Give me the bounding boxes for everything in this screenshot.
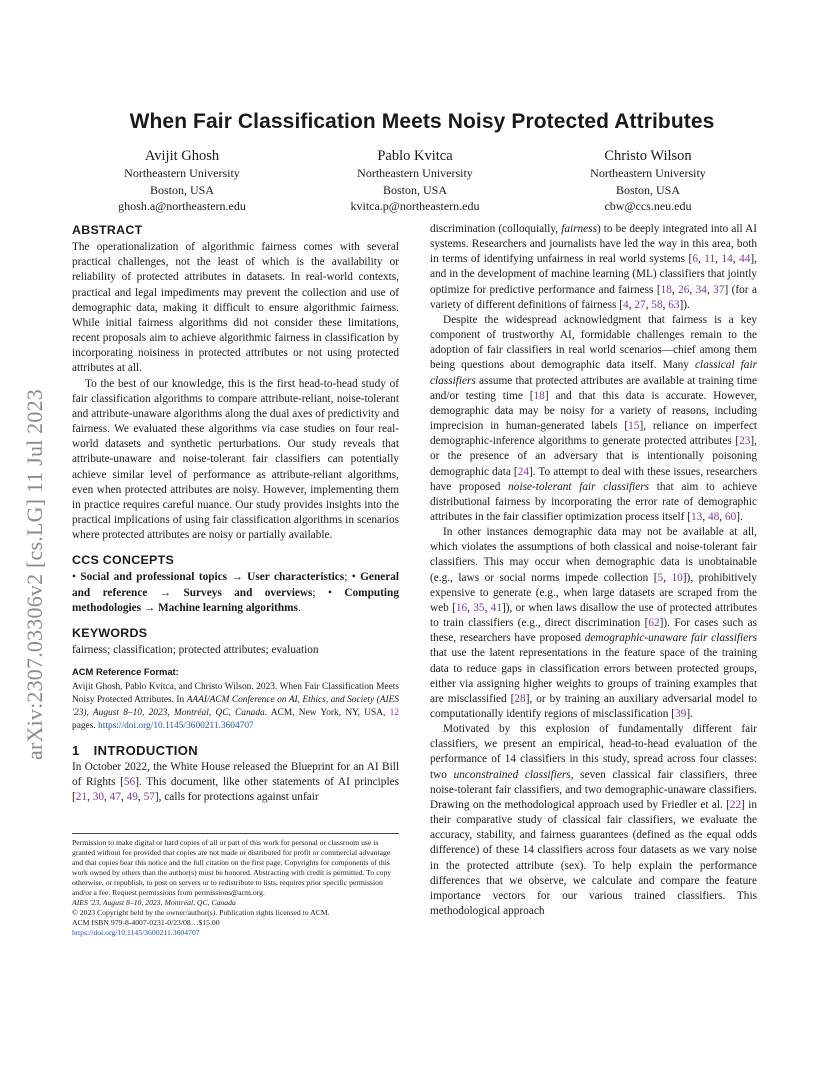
- citation-link[interactable]: 30: [92, 790, 105, 803]
- author-location: Boston, USA: [382, 182, 447, 197]
- permission-doi-link[interactable]: https://doi.org/10.1145/3600211.3604707: [72, 928, 200, 938]
- citation-link[interactable]: 18: [660, 283, 672, 296]
- author-affiliation: Northeastern University: [590, 166, 706, 180]
- keywords-text: fairness; classification; protected attributes; evaluation: [72, 644, 319, 657]
- intro-paragraph-4: Motivated by this explosion of fundamentally different fair classifiers, we present an empirical, head-to-head evaluation of the performance of 14 classifiers in this study, spread across four classes: two unconstrained classifiers, seven classical fair classifiers, three noise-tolerant fair classifiers, and two demographic-unaware classifiers. Drawing on the methodological approach used by Friedler et al. [22] in their comparative study of classical fair classifiers, we evaluate the accuracy, stability, and fairness guarantees (defined as the equal odds difference) of these 14 classifiers across four datasets as we vary noise in the protected attribute (sex). To help explain the performance differences that we observe, we calculate and compare the feature importance vectors for our various trained classifiers. This methodological approach: [430, 723, 757, 918]
- intro-paragraph-1-cont: discrimination (colloquially, fairness) to be deeply integrated into all AI systems. Researchers and journalists have led the way in this area, both in terms of identifying unfairness in real world systems [6, 11, 14, 44], and in the development of machine learning (ML) classifiers that jointly optimize for predictive performance and fairness [18, 26, 34, 37] (for a variety of different definitions of fairness [4, 27, 58, 63]).: [430, 223, 757, 311]
- citation-link[interactable]: 10: [671, 571, 683, 584]
- author-location: Boston, USA: [615, 182, 680, 197]
- author-3: [538, 147, 758, 215]
- citation-link[interactable]: 26: [678, 283, 690, 296]
- arxiv-stamp-text: arXiv:2307.03306v2 [cs.LG] 11 Jul 2023: [22, 389, 47, 760]
- citation-link[interactable]: 48: [707, 510, 720, 523]
- abstract-paragraph-1: The operationalization of algorithmic fairness comes with several practical challenges, not the least of which is the availability or reliability of protected attributes in datasets. In real-world contexts, practical and legal impediments may prevent the collection and use of demographic data, making it difficult to ensure algorithmic fairness. While initial fairness algorithms did not consider these limitations, recent proposals aim to achieve algorithmic fairness in classification by incorporating noisiness in protected attributes or not using protected attributes at all.: [72, 241, 399, 375]
- citation-link[interactable]: 27: [634, 298, 646, 311]
- author-name: Avijit Ghosh: [144, 148, 220, 164]
- author-2: [305, 147, 525, 215]
- citation-link[interactable]: 62: [648, 617, 660, 630]
- citation-link[interactable]: 37: [713, 283, 725, 296]
- permission-text: Permission to make digital or hard copies of all or part of this work for personal or classroom use is granted without fee provided that copies are not made or distributed for profit or commercial advantage and that copies bear this notice and the full citation on the first page. Copyrights for components of this work owned by others than the author(s) must be honored. Abstracting with credit is permitted. To copy otherwise, or republish, to post on servers or to redistribute to lists, requires prior specific permission and/or a fee. Request permissions from permissions@acm.org.: [72, 838, 392, 898]
- abstract-paragraph-2: To the best of our knowledge, this is the first head-to-head study of fair classification algorithms to compare attribute-reliant, noise-tolerant and attribute-unaware algorithms along the dual axes of predictivity and fairness. We evaluated these algorithms via case studies on four real-world datasets and synthetic perturbations. Our study reveals that attribute-unaware and noise-tolerant fair classifiers can potentially achieve similar level of performance as attribute-reliant algorithms, even when protected attributes are noisy. However, implementing them in practice requires careful nuance. Our study provides insights into the practical implications of using fair classification algorithms in scenarios where protected attributes are noisy or partially available.: [72, 377, 399, 542]
- acm-reference-text: Avijit Ghosh, Pablo Kvitca, and Christo Wilson. 2023. When Fair Classification Meets Noisy Protected Attributes. In AAAI/ACM Conference on AI, Ethics, and Society (AIES '23), August 8–10, 2023, Montréal, QC, Canada. ACM, New York, NY, USA, 12 pages. https://doi.org/10.1145/3600211.3604707: [72, 681, 399, 731]
- citation-link[interactable]: 22: [729, 798, 742, 811]
- citation-link[interactable]: 63: [668, 298, 680, 311]
- ccs-heading: CCS CONCEPTS: [72, 553, 175, 568]
- citation-link[interactable]: 13: [691, 510, 703, 523]
- left-column: [72, 223, 399, 805]
- footnote-rule: [72, 833, 399, 834]
- author-email: cbw@ccs.neu.edu: [604, 199, 692, 213]
- author-1: [72, 147, 292, 215]
- citation-link[interactable]: 28: [514, 692, 526, 705]
- citation-link[interactable]: 14: [721, 253, 733, 266]
- citation-link[interactable]: 47: [109, 790, 121, 803]
- citation-link[interactable]: 15: [628, 420, 640, 433]
- author-name: Pablo Kvitca: [377, 148, 453, 164]
- isbn-line: ACM ISBN 979-8-4007-0231-0/23/08…$15.00: [72, 918, 220, 928]
- citation-link[interactable]: 56: [123, 775, 136, 788]
- citation-link[interactable]: 35: [473, 601, 485, 614]
- author-email: kvitca.p@northeastern.edu: [350, 199, 480, 213]
- citation-link[interactable]: 39: [675, 708, 687, 720]
- keywords-heading: KEYWORDS: [72, 626, 148, 641]
- citation-link[interactable]: 16: [455, 601, 468, 614]
- citation-link[interactable]: 44: [739, 253, 751, 266]
- citation-link[interactable]: 24: [517, 465, 529, 478]
- ccs-concepts: • Social and professional topics → User characteristics; • General and reference → Surveys and overviews; • Computing methodologies → Machine learning algorithms.: [72, 571, 400, 614]
- paper-title: When Fair Classification Meets Noisy Protected Attributes: [129, 110, 715, 133]
- copyright-line: © 2023 Copyright held by the owner/author(s). Publication rights licensed to ACM.: [72, 908, 330, 918]
- citation-link[interactable]: 34: [695, 283, 707, 296]
- citation-link[interactable]: 57: [143, 790, 155, 803]
- author-affiliation: Northeastern University: [357, 166, 473, 180]
- author-name: Christo Wilson: [604, 148, 692, 164]
- page-count-link[interactable]: 12: [389, 707, 399, 718]
- intro-paragraph-3: In other instances demographic data may not be available at all, which violates the assumptions of both classical and noise-tolerant fair classifiers. This may occur when demographic data is unobtainable (e.g., laws or social norms impede collection [5, 10]), prohibitively expensive to generate (e.g., when large datasets are scraped from the web [16, 35, 41]), or when laws disallow the use of protected attributes to train classifiers (e.g., direct discrimination [62]). For cases such as these, researchers have proposed demographic-unaware fair classifiers that use the latent representations in the feature space of the training data to reduce gaps in classification errors between protected groups, either via assigning higher weights to groups of training examples that are misclassified [28], or by training an auxiliary adversarial model to computationally identify regions of misclassification [39].: [430, 526, 757, 720]
- citation-link[interactable]: 41: [490, 601, 502, 614]
- right-column: [430, 222, 757, 919]
- citation-link[interactable]: 21: [75, 790, 88, 803]
- citation-link[interactable]: 5: [657, 571, 664, 584]
- citation-link[interactable]: 60: [724, 510, 737, 523]
- author-block: [72, 147, 758, 215]
- citation-link[interactable]: 11: [704, 253, 716, 266]
- citation-link[interactable]: 58: [651, 298, 663, 311]
- citation-link[interactable]: 4: [623, 298, 629, 311]
- doi-link[interactable]: https://doi.org/10.1145/3600211.3604707: [98, 720, 254, 731]
- citation-link[interactable]: 23: [739, 435, 751, 448]
- arxiv-stamp: [22, 310, 58, 760]
- author-location: Boston, USA: [149, 182, 214, 197]
- intro-heading: 1 INTRODUCTION: [72, 742, 199, 758]
- intro-paragraph-1: In October 2022, the White House released the Blueprint for an AI Bill of Rights [56]. This document, like other statements of AI principles [21, 30, 47, 49, 57], calls for protections against unfair: [72, 760, 400, 803]
- permission-notice: [72, 838, 399, 938]
- author-email: ghosh.a@northeastern.edu: [118, 199, 246, 213]
- citation-link[interactable]: 49: [126, 790, 138, 803]
- author-affiliation: Northeastern University: [124, 166, 240, 180]
- intro-paragraph-2: Despite the widespread acknowledgment that fairness is a key component of trustworthy AI, formidable challenges remain to the adoption of fair classifiers in real world scenarios—chief among them being questions about demographic data itself. Many classical fair classifiers assume that protected attributes are available at training time and/or testing time [18] and that this data is accurate. However, demographic data may be noisy for a variety of reasons, including imprecision in human-generated labels [15], reliance on imperfect demographic-inference algorithms to generate protected attributes [23], or the presence of an adversary that is intentionally poisoning demographic data [24]. To attempt to deal with these issues, researchers have proposed noise-tolerant fair classifiers that aim to achieve distributional fairness by incorporating the error rate of demographic attributes in the fair classifier optimization process itself [13, 48, 60].: [430, 313, 758, 523]
- acm-reference-heading: ACM Reference Format:: [72, 666, 179, 678]
- abstract-heading: ABSTRACT: [72, 223, 143, 237]
- citation-link[interactable]: 6: [692, 253, 698, 266]
- conference-line: AIES '23, August 8–10, 2023, Montréal, QC, Canada: [72, 898, 236, 908]
- citation-link[interactable]: 18: [533, 389, 545, 402]
